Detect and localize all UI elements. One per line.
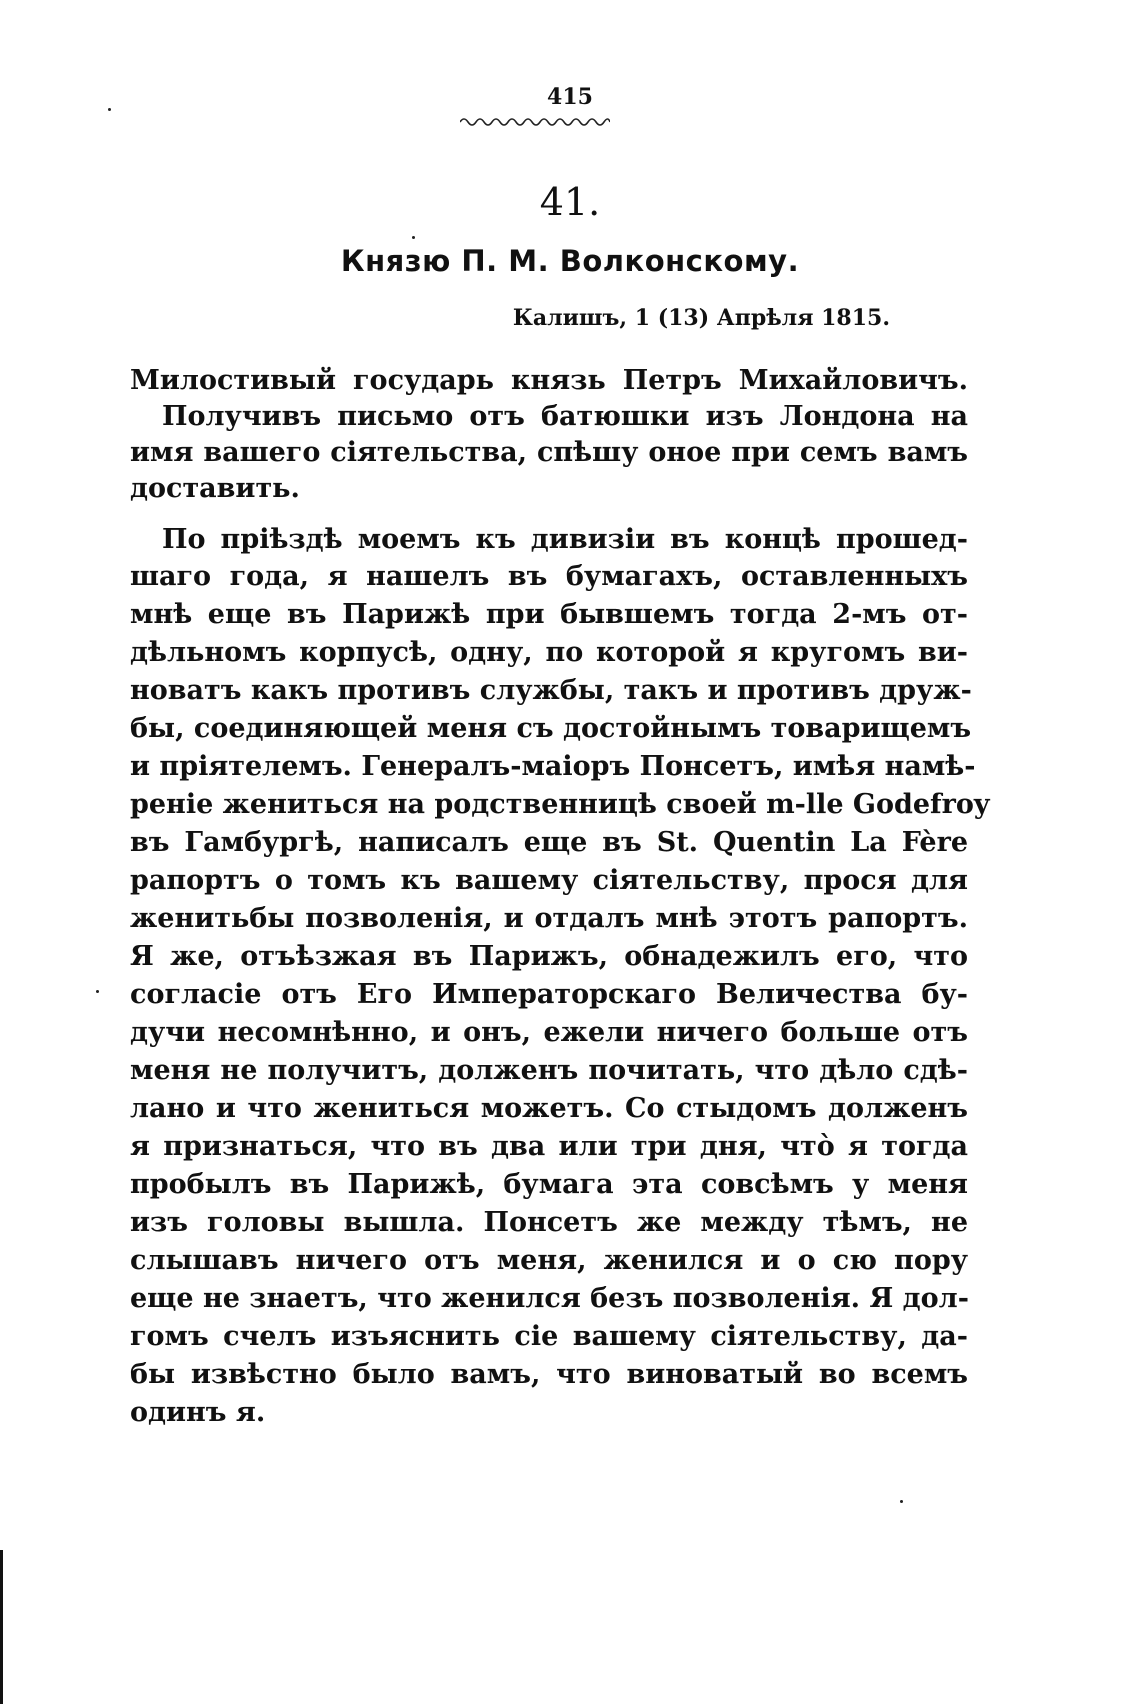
text-line: меня не получитъ, долженъ почитать, что дѣло сдѣ- <box>130 1055 968 1086</box>
text-line: я признаться, что въ два или три дня, что̀ я тогда <box>130 1131 968 1162</box>
addressee-heading: Князю П. М. Волконскому. <box>340 244 800 278</box>
text-line: бы, соединяющей меня съ достойнымъ товарищемъ <box>130 713 972 744</box>
text-line: мнѣ еще въ Парижѣ при бывшемъ тогда 2-мъ от- <box>130 599 968 630</box>
text-line: дучи несомнѣнно, и онъ, ежели ничего больше отъ <box>130 1017 968 1048</box>
text-line: реніе жениться на родственницѣ своей m-lle Godefroy <box>130 789 990 820</box>
scan-speck <box>900 1500 903 1503</box>
scan-speck <box>96 990 99 993</box>
text-line: слышавъ ничего отъ меня, женился и о сю пору <box>130 1245 968 1276</box>
scan-speck <box>412 236 415 239</box>
scan-speck <box>108 108 111 111</box>
text-line: дѣльномъ корпусѣ, одну, по которой я кругомъ ви- <box>130 637 968 668</box>
scan-edge-line <box>0 1550 3 1704</box>
text-line: бы извѣстно было вамъ, что виноватый во всемъ <box>130 1359 968 1390</box>
text-line: доставить. <box>130 473 300 504</box>
text-line: лано и что жениться можетъ. Со стыдомъ долженъ <box>130 1093 968 1124</box>
text-line: пробылъ въ Парижѣ, бумага эта совсѣмъ у меня <box>130 1169 968 1200</box>
wavy-ornament-icon <box>460 114 610 128</box>
text-line: еще не знаетъ, что женился безъ позволенія. Я дол- <box>130 1283 969 1314</box>
text-line: Я же, отъѣзжая въ Парижъ, обнадежилъ его, что <box>130 941 968 972</box>
text-line: рапортъ о томъ къ вашему сіятельству, прося для <box>130 865 968 896</box>
text-line: одинъ я. <box>130 1397 266 1428</box>
page-number: 415 <box>547 84 593 110</box>
text-line: женитьбы позволенія, и отдалъ мнѣ этотъ рапортъ. <box>130 903 968 934</box>
text-line: Милостивый государь князь Петръ Михайловичъ. <box>130 365 968 396</box>
text-line: Получивъ письмо отъ батюшки изъ Лондона на <box>162 401 968 432</box>
text-line: имя вашего сіятельства, спѣшу оное при семъ вамъ <box>130 437 968 468</box>
text-line: По пріѣздѣ моемъ къ дивизіи въ концѣ прошед- <box>162 524 968 555</box>
text-line: согласіе отъ Его Императорскаго Величества бу- <box>130 979 968 1010</box>
text-line: новатъ какъ противъ службы, такъ и противъ друж- <box>130 675 972 706</box>
dateline: Калишъ, 1 (13) Апрѣля 1815. <box>512 305 890 331</box>
text-line: изъ головы вышла. Понсетъ же между тѣмъ, не <box>130 1207 968 1238</box>
letter-number: 41. <box>539 180 601 224</box>
text-line: и пріятелемъ. Генералъ-маіоръ Понсетъ, имѣя намѣ- <box>130 751 976 782</box>
text-line: шаго года, я нашелъ въ бумагахъ, оставленныхъ <box>130 561 968 592</box>
text-line: въ Гамбургѣ, написалъ еще въ St. Quentin La Fère <box>130 827 968 858</box>
text-line: гомъ счелъ изъяснить сіе вашему сіятельству, да- <box>130 1321 968 1352</box>
